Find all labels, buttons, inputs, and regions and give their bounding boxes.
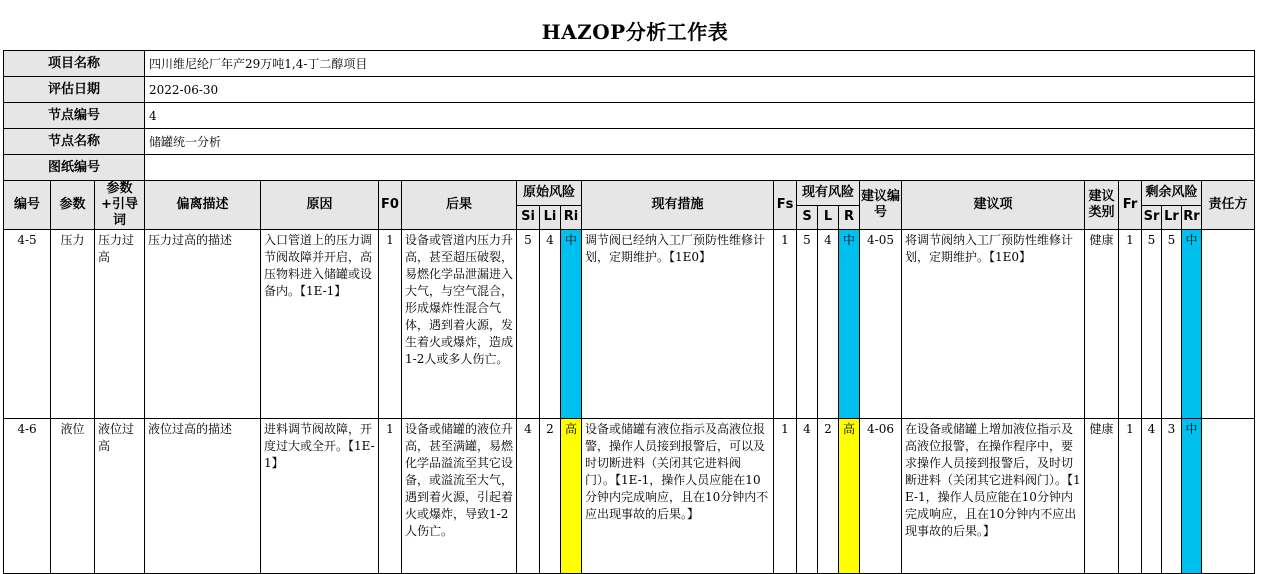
cell-sr: 5 [1142, 230, 1162, 419]
col-header-fs: Fs [774, 181, 797, 230]
col-header-cause: 原因 [261, 181, 379, 230]
cell-rec-type: 健康 [1085, 230, 1119, 419]
info-label-node-name: 节点名称 [4, 129, 145, 155]
cell-rr: 中 [1182, 419, 1202, 574]
col-header-l: L [818, 205, 839, 230]
cell-param-guide: 液位过高 [95, 419, 145, 574]
cell-param-guide: 压力过高 [95, 230, 145, 419]
col-header-lr: Lr [1162, 205, 1182, 230]
cell-sr: 4 [1142, 419, 1162, 574]
col-header-recommendation: 建议项 [902, 181, 1085, 230]
col-header-consequence: 后果 [402, 181, 517, 230]
cell-l: 4 [818, 230, 839, 419]
info-value-date: 2022-06-30 [145, 77, 1255, 103]
cell-cause: 入口管道上的压力调节阀故障并开启，高压物料进入储罐或设备内。【1E-1】 [261, 230, 379, 419]
cell-consequence: 设备或储罐的液位升高，甚至满罐，易燃化学品溢流至其它设备，或溢流至大气，遇到着火源，引起着火或爆炸，导致1-2人伤亡。 [402, 419, 517, 574]
table-row [4, 230, 1255, 419]
cell-lr: 3 [1162, 419, 1182, 574]
info-value-drawing-no [145, 155, 1255, 181]
col-header-resid-risk: 剩余风险 [1142, 181, 1202, 206]
cell-no: 4-6 [4, 419, 51, 574]
cell-rr: 中 [1182, 230, 1202, 419]
cell-deviation: 液位过高的描述 [145, 419, 261, 574]
cell-rec-type: 健康 [1085, 419, 1119, 574]
cell-s: 5 [797, 230, 818, 419]
cell-recommendation: 在设备或储罐上增加液位指示及高液位报警，在操作程序中，要求操作人员接到报警后，及时切断进料（关闭其它进料阀门）。【1E-1，操作人员应能在10分钟内完成响应，且在10分钟内不应出现事故的后果。】 [902, 419, 1085, 574]
cell-f0: 1 [379, 230, 402, 419]
col-header-li: Li [540, 205, 561, 230]
cell-cause: 进料调节阀故障，开度过大或全开。【1E-1】 [261, 419, 379, 574]
col-header-sr: Sr [1142, 205, 1162, 230]
cell-l: 2 [818, 419, 839, 574]
cell-fr: 1 [1119, 230, 1142, 419]
cell-ri: 中 [561, 230, 582, 419]
col-header-curr-risk: 现有风险 [797, 181, 860, 206]
cell-li: 2 [540, 419, 561, 574]
cell-fr: 1 [1119, 419, 1142, 574]
cell-fs: 1 [774, 230, 797, 419]
info-label-node-no: 节点编号 [4, 103, 145, 129]
cell-no: 4-5 [4, 230, 51, 419]
table-row [4, 419, 1255, 574]
col-header-no: 编号 [4, 181, 51, 230]
sheet-title: HAZOP分析工作表 [541, 20, 729, 44]
info-value-node-name: 储罐统一分析 [145, 129, 1255, 155]
cell-rec-no: 4-05 [860, 230, 902, 419]
cell-measures: 调节阀已经纳入工厂预防性维修计划，定期维护。【1E0】 [582, 230, 774, 419]
cell-param: 压力 [51, 230, 95, 419]
col-header-rr: Rr [1182, 205, 1202, 230]
cell-owner [1202, 419, 1255, 574]
col-header-r: R [839, 205, 860, 230]
info-label-project: 项目名称 [4, 51, 145, 77]
cell-ri: 高 [561, 419, 582, 574]
cell-li: 4 [540, 230, 561, 419]
col-header-si: Si [517, 205, 540, 230]
cell-consequence: 设备或管道内压力升高，甚至超压破裂，易燃化学品泄漏进入大气，与空气混合，形成爆炸性混合气体，遇到着火源，发生着火或爆炸，造成1-2人或多人伤亡。 [402, 230, 517, 419]
col-header-deviation: 偏离描述 [145, 181, 261, 230]
col-header-f0: F0 [379, 181, 402, 230]
info-value-project: 四川维尼纶厂年产29万吨1,4-丁二醇项目 [145, 51, 1255, 77]
cell-lr: 5 [1162, 230, 1182, 419]
cell-f0: 1 [379, 419, 402, 574]
col-header-orig-risk: 原始风险 [517, 181, 582, 206]
cell-s: 4 [797, 419, 818, 574]
col-header-param: 参数 [51, 181, 95, 230]
col-header-rec-no: 建议编号 [860, 181, 902, 230]
cell-rec-no: 4-06 [860, 419, 902, 574]
cell-si: 5 [517, 230, 540, 419]
col-header-s: S [797, 205, 818, 230]
cell-measures: 设备或储罐有液位指示及高液位报警，操作人员接到报警后，可以及时切断进料（关闭其它进料阀门）。【1E-1，操作人员应能在10分钟内完成响应，且在10分钟内不应出现事故的后果。】 [582, 419, 774, 574]
cell-r: 高 [839, 419, 860, 574]
cell-deviation: 压力过高的描述 [145, 230, 261, 419]
col-header-measures: 现有措施 [582, 181, 774, 230]
cell-param: 液位 [51, 419, 95, 574]
hazop-table [3, 50, 1255, 574]
cell-r: 中 [839, 230, 860, 419]
col-header-owner: 责任方 [1202, 181, 1255, 230]
col-header-rec-type: 建议类别 [1085, 181, 1119, 230]
col-header-param-guide: 参数+引导词 [95, 181, 145, 230]
cell-fs: 1 [774, 419, 797, 574]
cell-owner [1202, 230, 1255, 419]
cell-si: 4 [517, 419, 540, 574]
cell-recommendation: 将调节阀纳入工厂预防性维修计划，定期维护。【1E0】 [902, 230, 1085, 419]
info-value-node-no: 4 [145, 103, 1255, 129]
info-label-date: 评估日期 [4, 77, 145, 103]
info-label-drawing-no: 图纸编号 [4, 155, 145, 181]
col-header-ri: Ri [561, 205, 582, 230]
col-header-fr: Fr [1119, 181, 1142, 230]
